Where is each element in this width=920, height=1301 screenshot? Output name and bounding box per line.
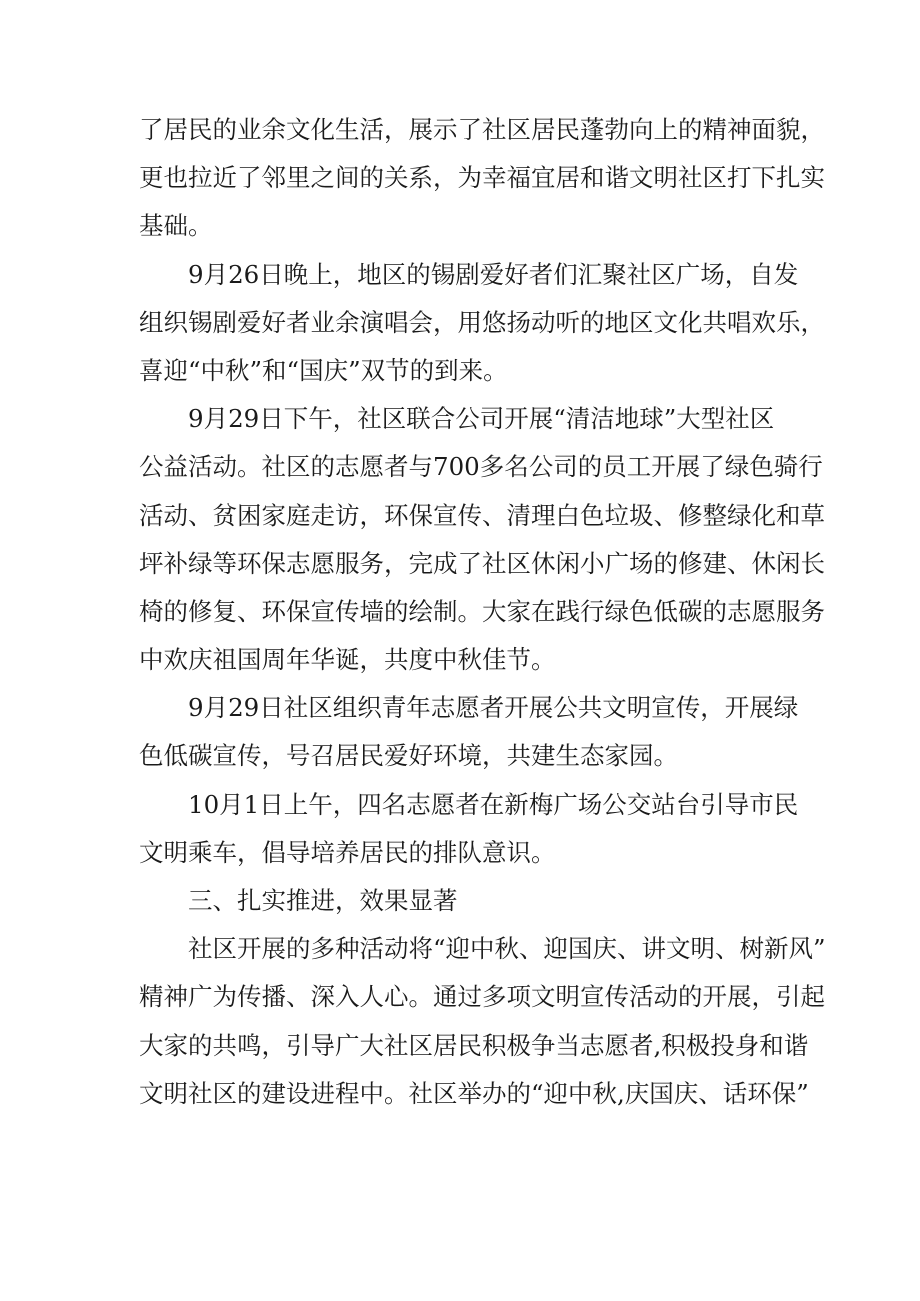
- text-line: 坪补绿等环保志愿服务，完成了社区休闲小广场的修建、休闲长: [139, 548, 825, 578]
- text-line: 文明乘车，倡导培养居民的排队意识。: [139, 837, 556, 867]
- section-heading: 三、扎实推进，效果显著: [188, 886, 458, 915]
- text-line: 中欢庆祖国周年华诞，共度中秋佳节。: [139, 645, 556, 675]
- text-line: 色低碳宣传，号召居民爱好环境，共建生态家园。: [139, 741, 678, 771]
- text-line: 基础。: [139, 211, 213, 241]
- paragraph-start-line: 9月29日下午，社区联合公司开展“清洁地球”大型社区: [188, 404, 775, 434]
- text-line: 更也拉近了邻里之间的关系，为幸福宜居和谐文明社区打下扎实: [139, 163, 825, 193]
- paragraph-start-line: 9月26日晚上，地区的锡剧爱好者们汇聚社区广场，自发: [188, 259, 799, 289]
- paragraph-start-line: 社区开展的多种活动将“迎中秋、迎国庆、讲文明、树新风”: [188, 934, 826, 964]
- body-text: [139, 106, 826, 1118]
- text-line: 文明社区的建设进程中。社区举办的“迎中秋,庆国庆、话环保”: [139, 1078, 809, 1108]
- text-line: 椅的修复、环保宣传墙的绘制。大家在践行绿色低碳的志愿服务: [139, 596, 825, 626]
- text-line: 活动、贫困家庭走访，环保宣传、清理白色垃圾、修整绿化和草: [139, 500, 825, 530]
- text-line: 组织锡剧爱好者业余演唱会，用悠扬动听的地区文化共唱欢乐，: [139, 307, 825, 337]
- text-line: 大家的共鸣，引导广大社区居民积极争当志愿者,积极投身和谐: [139, 1030, 809, 1060]
- paragraph-start-line: 9月29日社区组织青年志愿者开展公共文明宣传，开展绿: [188, 693, 799, 723]
- text-line: 了居民的业余文化生活，展示了社区居民蓬勃向上的精神面貌，: [139, 115, 825, 144]
- paragraph-start-line: 10月1日上午，四名志愿者在新梅广场公交站台引导市民: [188, 789, 799, 819]
- text-line: 喜迎“中秋”和“国庆”双节的到来。: [139, 355, 508, 385]
- text-line: 精神广为传播、深入人心。通过多项文明宣传活动的开展，引起: [139, 982, 825, 1012]
- text-line: 公益活动。社区的志愿者与700多名公司的员工开展了绿色骑行: [139, 452, 823, 482]
